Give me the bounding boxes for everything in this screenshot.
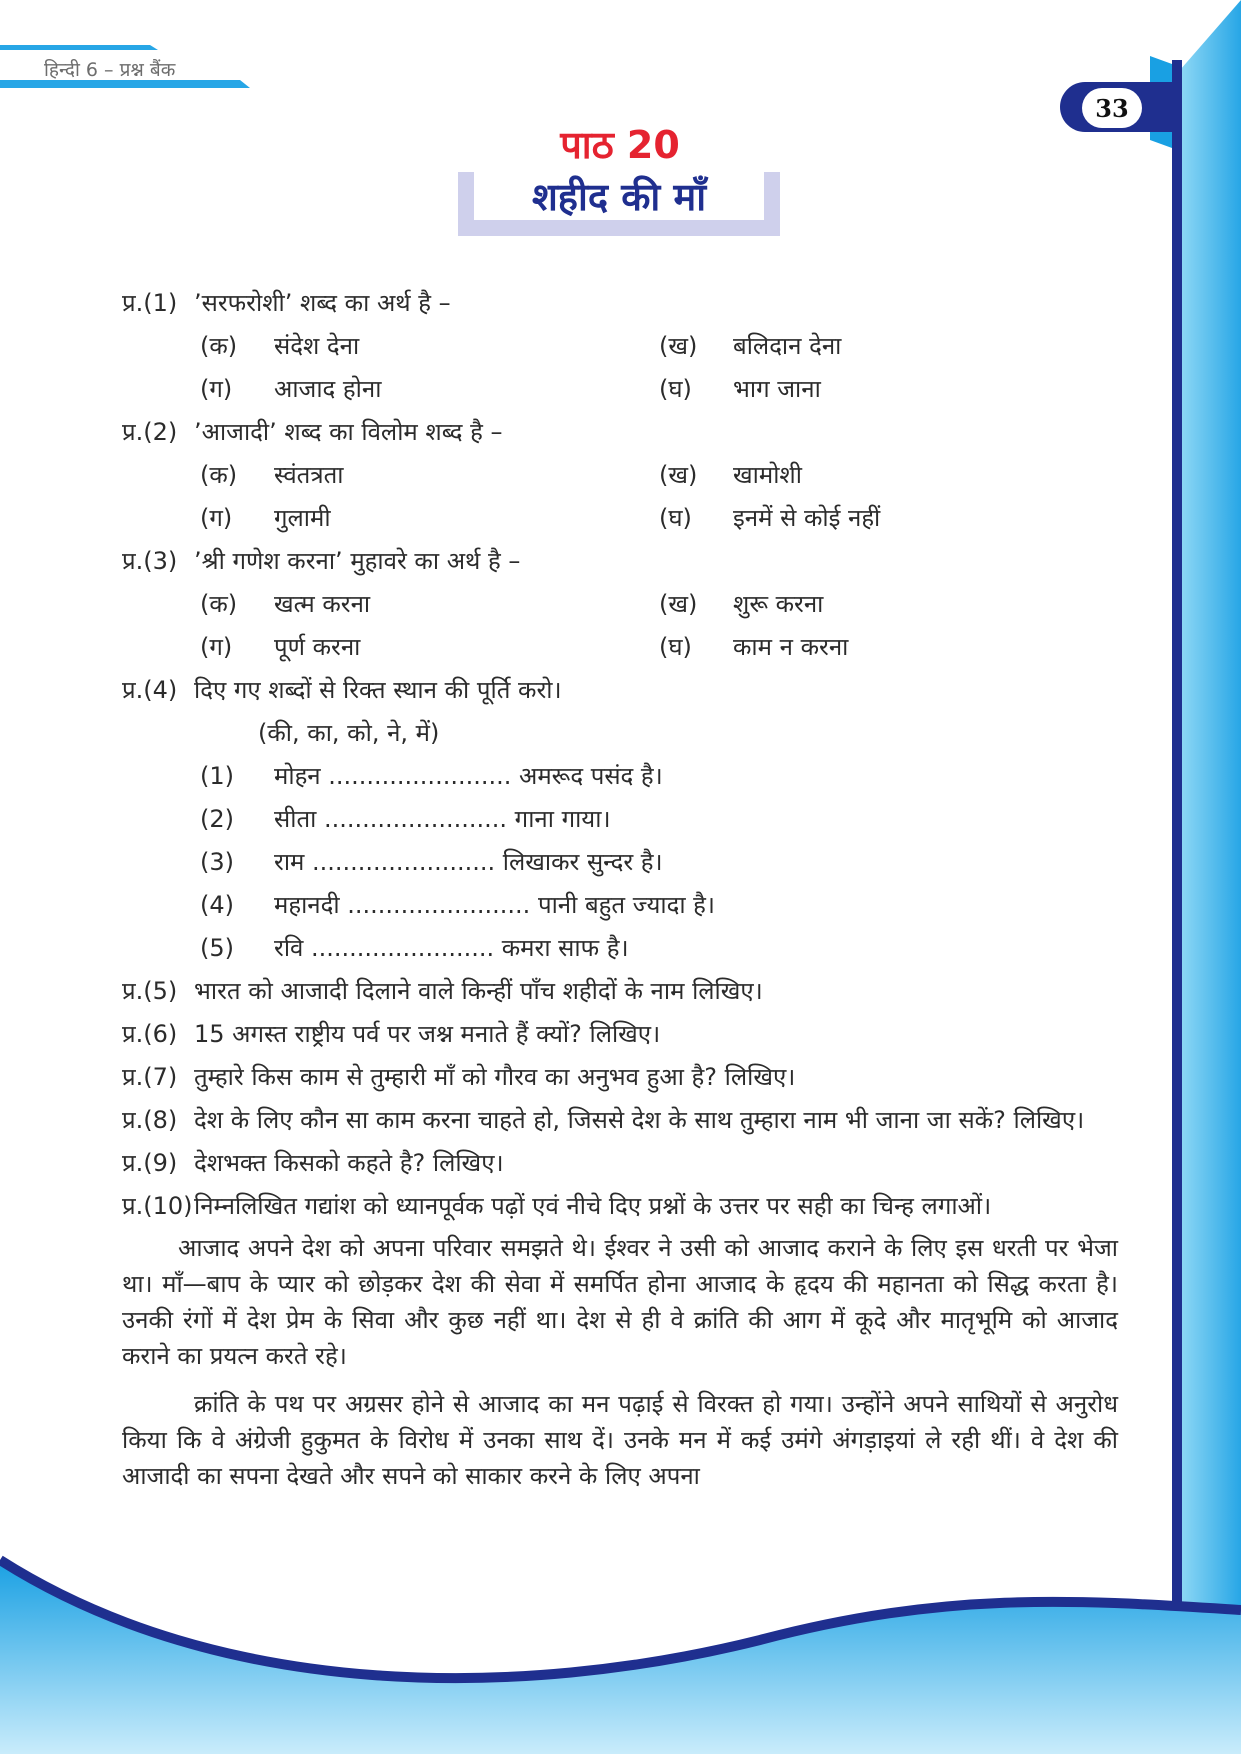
option-text: काम न करना [733, 633, 849, 661]
question-text: ’आजादी’ शब्द का विलोम शब्द है – [194, 418, 503, 446]
question-text: ’सरफरोशी’ शब्द का अर्थ है – [194, 289, 451, 317]
option-text: बलिदान देना [733, 332, 842, 360]
question-text: भारत को आजादी दिलाने वाले किन्हीं पाँच शहीदों के नाम लिखिए। [194, 977, 763, 1005]
lesson-title: शहीद की माँ [474, 172, 764, 220]
header-stripe [0, 45, 158, 50]
question-text: ’श्री गणेश करना’ मुहावरे का अर्थ है – [194, 547, 521, 575]
blank-label: (3) [200, 848, 234, 876]
blank-text: सीता ........................ गाना गाया। [274, 805, 611, 833]
option-label: (घ) [659, 504, 692, 532]
question-8 [122, 1102, 1118, 1138]
question-text: दिए गए शब्दों से रिक्त स्थान की पूर्ति करो। [194, 676, 562, 704]
option-label: (क) [200, 590, 238, 618]
question-3 [122, 543, 1118, 579]
question-number: प्र.(4) [122, 676, 178, 704]
blank-text: रवि ........................ कमरा साफ है। [274, 934, 629, 962]
option-label: (ख) [659, 332, 698, 360]
option-row [122, 586, 1118, 622]
question-10 [122, 1188, 1118, 1224]
option-row [122, 629, 1118, 665]
page-number: 33 [1082, 88, 1142, 128]
lesson-number: पाठ 20 [560, 123, 680, 167]
option-label: (ग) [200, 504, 233, 532]
question-6 [122, 1016, 1118, 1052]
question-number: प्र.(1) [122, 289, 178, 317]
question-number: प्र.(7) [122, 1063, 178, 1091]
question-number: प्र.(10) [122, 1192, 193, 1220]
option-label: (घ) [659, 375, 692, 403]
option-text: गुलामी [274, 504, 331, 532]
right-border-line [1172, 60, 1182, 1620]
blank-text: मोहन ........................ अमरूद पसंद है। [274, 762, 663, 790]
question-text: 15 अगस्त राष्ट्रीय पर्व पर जश्न मनाते हैं क्यों? लिखिए। [194, 1020, 661, 1048]
bottom-wave [0, 1560, 1241, 1754]
blank-label: (4) [200, 891, 234, 919]
blank-label: (5) [200, 934, 234, 962]
question-number: प्र.(6) [122, 1020, 178, 1048]
question-content [122, 278, 1118, 1494]
option-label: (घ) [659, 633, 692, 661]
question-text: देशभक्त किसको कहते है? लिखिए। [194, 1149, 504, 1177]
question-number: प्र.(8) [122, 1106, 178, 1134]
blank-text: राम ........................ लिखाकर सुन्दर है। [274, 848, 663, 876]
right-border [1180, 0, 1241, 1754]
blank-label: (2) [200, 805, 234, 833]
blank-text: महानदी ........................ पानी बहुत ज्यादा है। [274, 891, 716, 919]
option-text: शुरू करना [733, 590, 824, 618]
blank-item [122, 758, 1118, 794]
question-7 [122, 1059, 1118, 1095]
word-choices: (की, का, को, ने, में) [258, 719, 440, 747]
question-text: देश के लिए कौन सा काम करना चाहते हो, जिससे देश के साथ तुम्हारा नाम भी जाना जा सकें? लिखिए। [194, 1106, 1085, 1134]
question-number: प्र.(9) [122, 1149, 178, 1177]
option-label: (ग) [200, 375, 233, 403]
option-row [122, 328, 1118, 364]
blank-item [122, 844, 1118, 880]
option-text: पूर्ण करना [274, 633, 361, 661]
book-label: हिन्दी 6 – प्रश्न बैंक [44, 59, 176, 81]
question-text: निम्नलिखित गद्यांश को ध्यानपूर्वक पढ़ों एवं नीचे दिए प्रश्नों के उत्तर पर सही का चिन्ह लगाओं। [194, 1192, 992, 1220]
question-4 [122, 672, 1118, 708]
blank-item [122, 930, 1118, 966]
option-text: खत्म करना [274, 590, 371, 618]
option-row [122, 457, 1118, 493]
question-number: प्र.(3) [122, 547, 178, 575]
option-text: आजाद होना [274, 375, 382, 403]
option-row [122, 500, 1118, 536]
option-text: इनमें से कोई नहीं [733, 504, 881, 532]
blank-item [122, 887, 1118, 923]
option-label: (क) [200, 461, 238, 489]
option-label: (ग) [200, 633, 233, 661]
option-row [122, 371, 1118, 407]
option-label: (क) [200, 332, 238, 360]
passage-paragraph-2: क्रांति के पथ पर अग्रसर होने से आजाद का मन पढ़ाई से विरक्त हो गया। उन्होंने अपने साथियों से अनुरोध किया कि वे अंग्रेजी हुकुमत के विरोध में उनका साथ दें। उनके मन में कई उमंगे अंगड़ाइयां ले रही थीं। वे देश की आजादी का सपना देखते और सपने को साकार करने के लिए अपना [122, 1390, 1118, 1490]
question-2 [122, 414, 1118, 450]
option-label: (ख) [659, 461, 698, 489]
question-number: प्र.(5) [122, 977, 178, 1005]
blank-item [122, 801, 1118, 837]
option-label: (ख) [659, 590, 698, 618]
question-9 [122, 1145, 1118, 1181]
question-5 [122, 973, 1118, 1009]
option-text: खामोशी [733, 461, 802, 489]
option-text: भाग जाना [733, 375, 821, 403]
question-number: प्र.(2) [122, 418, 178, 446]
blank-label: (1) [200, 762, 234, 790]
question-1 [122, 285, 1118, 321]
question-text: तुम्हारे किस काम से तुम्हारी माँ को गौरव का अनुभव हुआ है? लिखिए। [194, 1063, 796, 1091]
passage-paragraph-1: आजाद अपने देश को अपना परिवार समझते थे। ईश्वर ने उसी को आजाद कराने के लिए इस धरती पर भेजा था। माँ—बाप के प्यार को छोड़कर देश की सेवा में समर्पित होना आजाद के हृदय की महानता को सिद्ध करता है। उनकी रंगों में देश प्रेम के सिवा और कुछ नहीं था। देश से ही वे क्रांति की आग में कूदे और मातृभूमि को आजाद कराने का प्रयत्न करते रहे। [122, 1234, 1118, 1370]
option-text: संदेश देना [274, 332, 360, 360]
option-text: स्वंतत्रता [274, 461, 344, 489]
